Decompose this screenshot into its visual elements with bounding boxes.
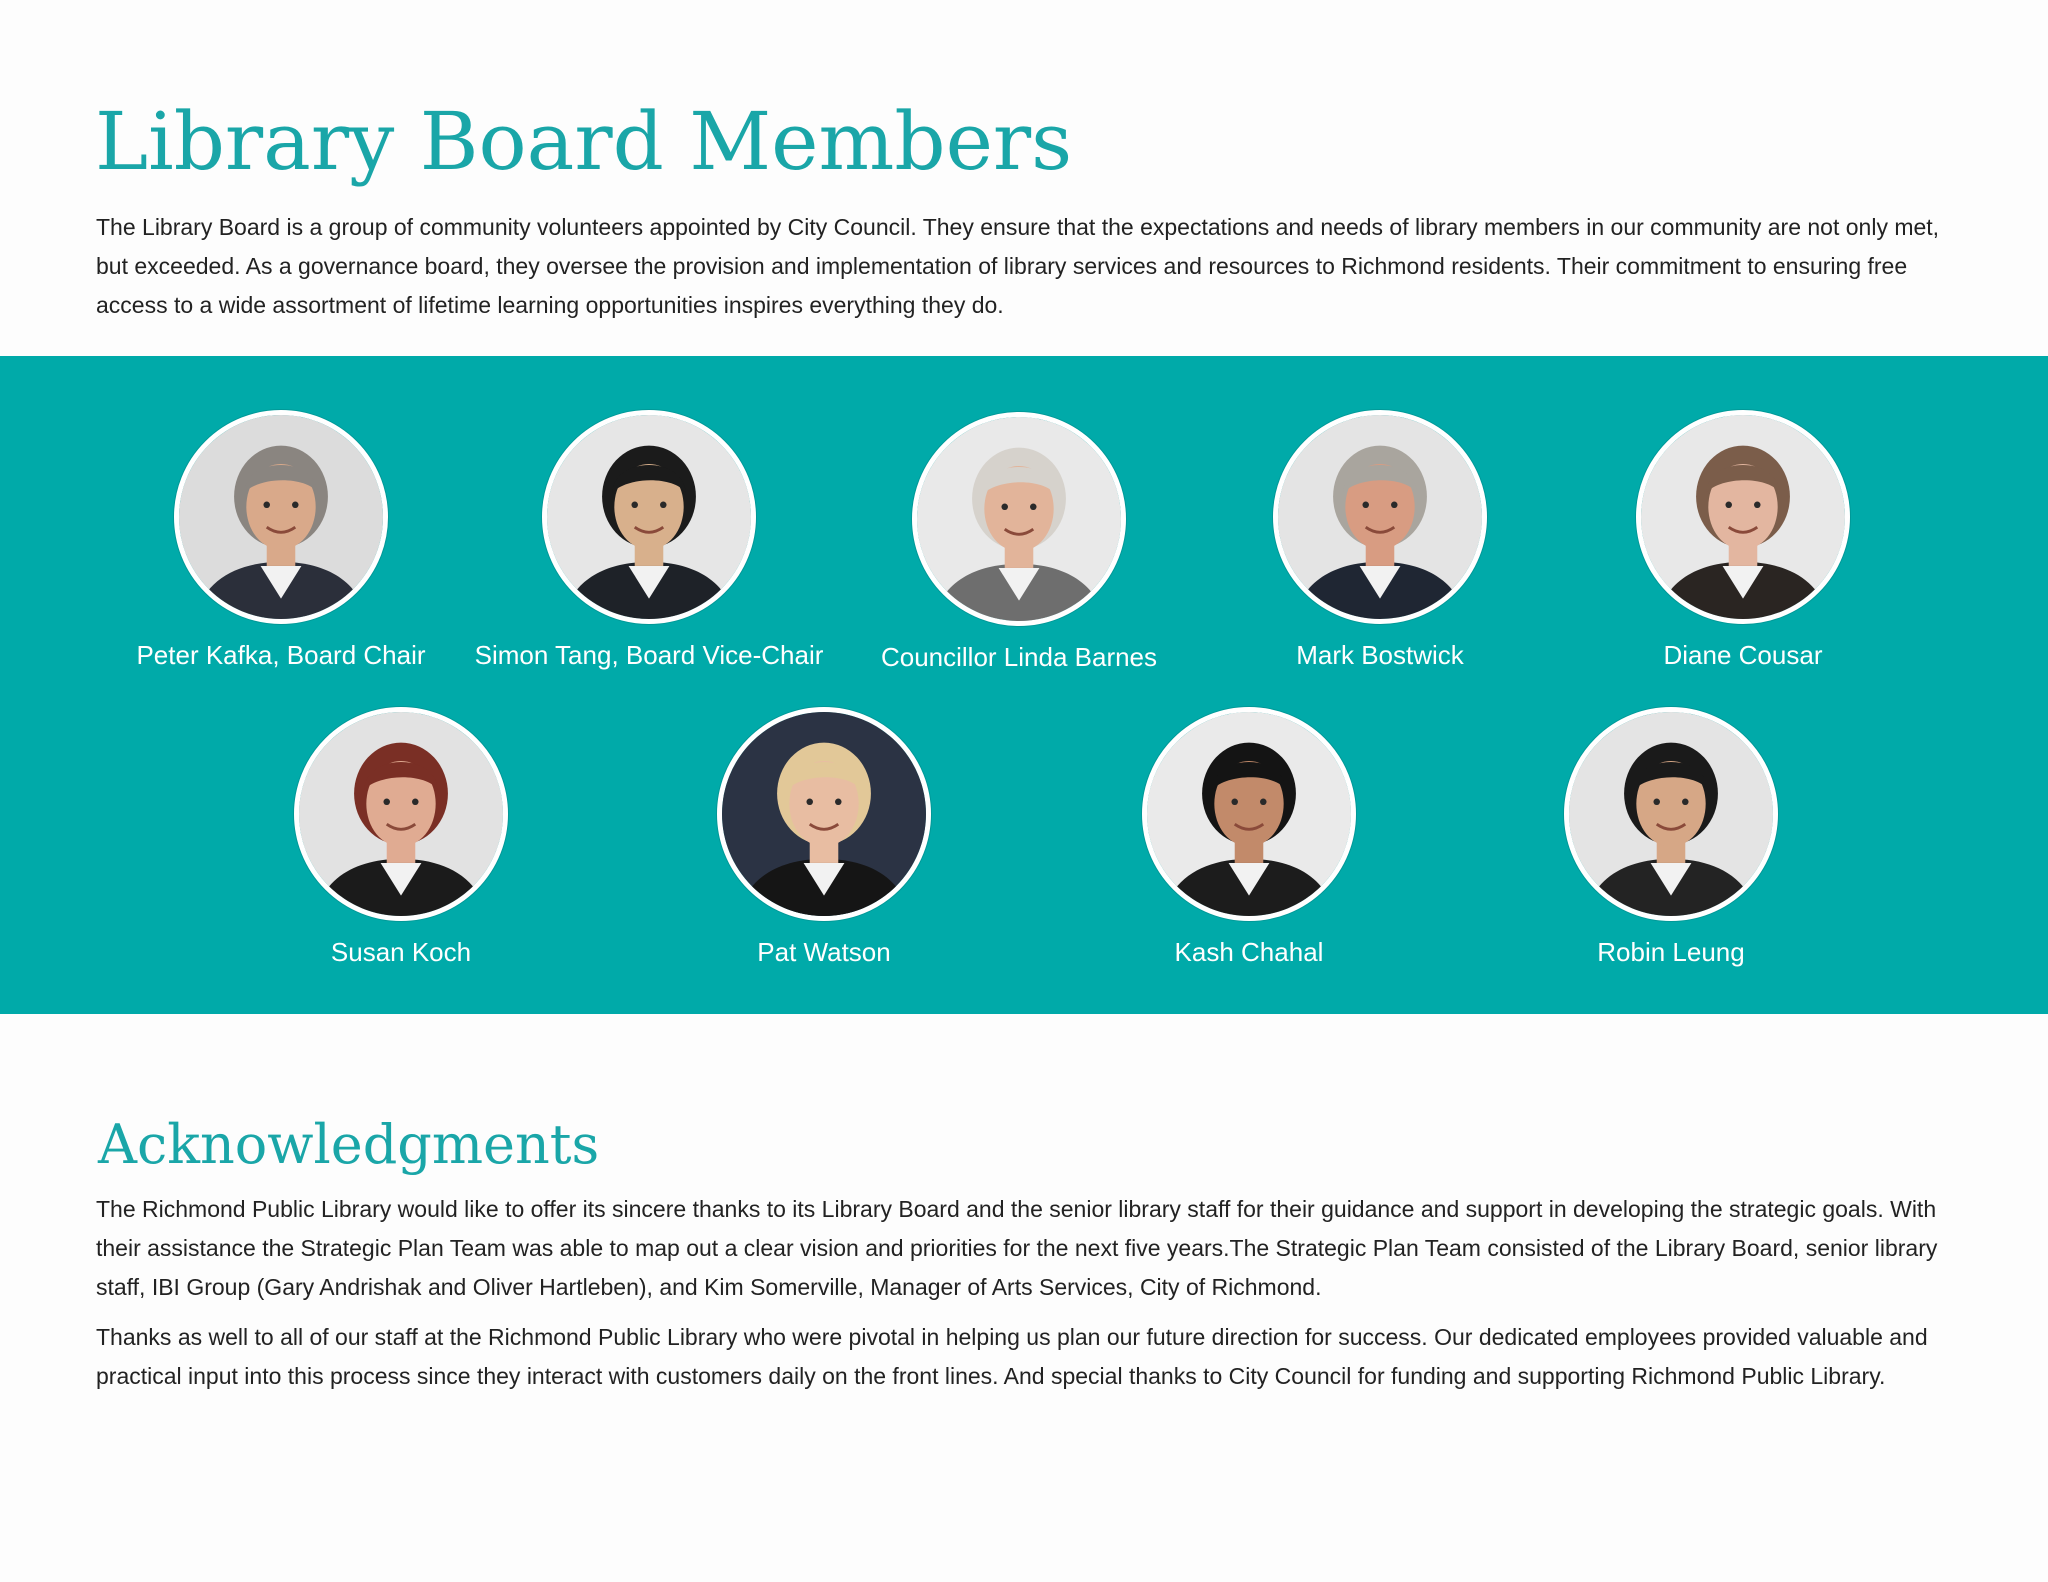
acknowledgments-title: Acknowledgments <box>98 1113 600 1176</box>
portrait-photo <box>917 417 1121 621</box>
member-name: Susan Koch <box>330 937 472 967</box>
page-title: Library Board Members <box>95 95 1073 188</box>
member-photo <box>1273 410 1487 624</box>
member-card <box>1501 707 1841 969</box>
member-name: Robin Leung <box>1597 937 1745 967</box>
portrait-photo <box>547 415 751 619</box>
member-card <box>1573 410 1913 672</box>
acknowledgments-paragraph: The Richmond Public Library would like to offer its sincere thanks to its Library Board and the senior library staff for their guidance and support in developing the strategic goals. With their assistance the Strategic Plan Team was able to map out a clear vision and priorities for the next five years.The Strategic Plan Team consisted of the Library Board, senior library staff, IBI Group (Gary Andrishak and Oliver Hartleben), and Kim Somerville, Manager of Arts Services, City of Richmond. <box>96 1196 1938 1300</box>
member-card <box>1210 410 1550 672</box>
member-card <box>111 410 451 672</box>
member-card <box>1079 707 1419 969</box>
portrait-photo <box>299 712 503 916</box>
member-photo <box>717 707 931 921</box>
member-photo <box>912 412 1126 626</box>
member-photo <box>1564 707 1778 921</box>
board-intro-text: The Library Board is a group of community volunteers appointed by City Council. They ensure that the expectations and needs of library members in our community are not only met, but exceeded. As a governance board, they oversee the provision and implementation of library services and resources to Richmond residents. Their commitment to ensuring free access to a wide assortment of lifetime learning opportunities inspires everything they do. <box>96 214 1940 318</box>
member-photo <box>1142 707 1356 921</box>
acknowledgments-paragraph: Thanks as well to all of our staff at the Richmond Public Library who were pivotal in helping us plan our future direction for success. Our dedicated employees provided valuable and practical input into this process since they interact with customers daily on the front lines. And special thanks to City Council for funding and supporting Richmond Public Library. <box>96 1324 1928 1389</box>
board-members-band <box>0 356 2048 1014</box>
member-name: Kash Chahal <box>1174 937 1324 967</box>
member-name: Simon Tang, Board Vice-Chair <box>474 640 824 670</box>
member-photo <box>294 707 508 921</box>
member-card <box>654 707 994 969</box>
portrait-photo <box>1278 415 1482 619</box>
member-photo <box>1636 410 1850 624</box>
member-name: Councillor Linda Barnes <box>880 642 1158 672</box>
member-name: Diane Cousar <box>1663 640 1823 670</box>
member-photo <box>542 410 756 624</box>
portrait-photo <box>722 712 926 916</box>
portrait-photo <box>1641 415 1845 619</box>
portrait-photo <box>1569 712 1773 916</box>
member-photo <box>174 410 388 624</box>
member-card <box>231 707 571 969</box>
member-name: Mark Bostwick <box>1296 640 1464 670</box>
portrait-photo <box>1147 712 1351 916</box>
member-card <box>474 410 824 672</box>
member-name: Peter Kafka, Board Chair <box>136 640 426 670</box>
member-card <box>849 412 1189 674</box>
portrait-photo <box>179 415 383 619</box>
member-name: Pat Watson <box>757 937 891 967</box>
